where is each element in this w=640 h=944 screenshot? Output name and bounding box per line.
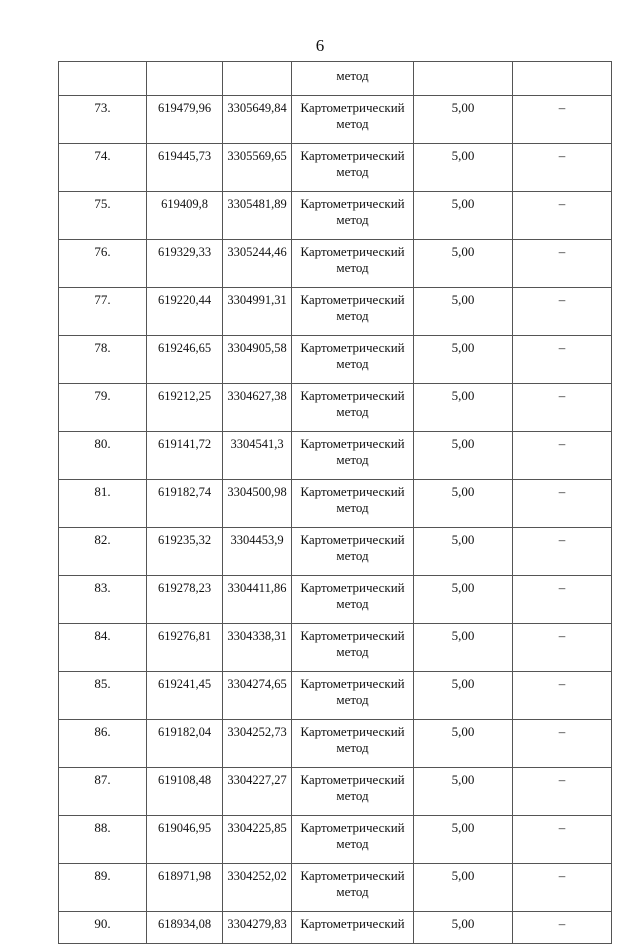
accuracy-value: 5,00 [414,384,513,432]
coordinate-y: 3304274,65 [223,672,292,720]
point-number: 74. [59,144,147,192]
coordinate-x: 618934,08 [147,912,223,944]
point-number: 77. [59,288,147,336]
table-row [59,720,612,768]
note-value: – [513,528,612,576]
coordinate-x: 619182,04 [147,720,223,768]
coordinate-x: 619241,45 [147,672,223,720]
method-line-1: Картометрический [300,676,405,691]
point-number: 87. [59,768,147,816]
method-line-2: метод [336,644,369,659]
note-value: – [513,240,612,288]
table-row [59,624,612,672]
coordinate-x: 619276,81 [147,624,223,672]
method-cell [292,768,414,816]
method-cell [292,288,414,336]
coordinate-x: 619445,73 [147,144,223,192]
coordinates-table [58,61,612,944]
table-row [59,240,612,288]
method-line-2: метод [336,884,369,899]
method-cell [292,432,414,480]
table-row [59,672,612,720]
coordinate-y: 3305481,89 [223,192,292,240]
accuracy-value: 5,00 [414,768,513,816]
method-cell [292,816,414,864]
note-value: – [513,480,612,528]
method-cell [292,720,414,768]
point-number: 73. [59,96,147,144]
table-row [59,288,612,336]
accuracy-value: 5,00 [414,240,513,288]
method-cell: метод [292,62,414,96]
table-row [59,336,612,384]
coordinate-y: 3304905,58 [223,336,292,384]
method-line-1: Картометрический [300,100,405,115]
note-value: – [513,288,612,336]
method-line-2: метод [336,452,369,467]
table-row [59,432,612,480]
coordinate-x: 619329,33 [147,240,223,288]
point-number: 88. [59,816,147,864]
coordinate-y: 3304225,85 [223,816,292,864]
method-line-1: Картометрический [300,340,405,355]
method-line-1: Картометрический [300,148,405,163]
method-line-2: метод [336,116,369,131]
point-number: 81. [59,480,147,528]
point-number: 76. [59,240,147,288]
page-number: 6 [315,36,325,55]
method-line-1: Картометрический [300,436,405,451]
method-line-1: Картометрический [300,628,405,643]
coordinate-x: 619046,95 [147,816,223,864]
accuracy-value: 5,00 [414,336,513,384]
method-cell [292,624,414,672]
cell-empty [223,62,292,96]
coordinate-y: 3304627,38 [223,384,292,432]
table-row [59,480,612,528]
method-line-2: метод [336,596,369,611]
coordinate-x: 619278,23 [147,576,223,624]
table-row [59,96,612,144]
coordinate-x: 619235,32 [147,528,223,576]
coordinate-y: 3305569,65 [223,144,292,192]
note-value: – [513,192,612,240]
method-line-2: метод [336,500,369,515]
point-number: 85. [59,672,147,720]
method-line-1: Картометрический [300,484,405,499]
method-line-1: Картометрический [300,580,405,595]
table-row [59,768,612,816]
method-cell [292,528,414,576]
method-cell [292,576,414,624]
accuracy-value: 5,00 [414,576,513,624]
table-row [59,864,612,912]
note-value: – [513,576,612,624]
method-cell [292,240,414,288]
coordinate-y: 3304541,3 [223,432,292,480]
table-row [59,528,612,576]
accuracy-value: 5,00 [414,288,513,336]
accuracy-value: 5,00 [414,912,513,944]
note-value: – [513,432,612,480]
accuracy-value: 5,00 [414,864,513,912]
coordinate-y: 3305244,46 [223,240,292,288]
method-line-2: метод [336,548,369,563]
note-value: – [513,912,612,944]
method-line-1: Картометрический [300,724,405,739]
coordinate-x: 619108,48 [147,768,223,816]
method-cell [292,144,414,192]
note-value: – [513,624,612,672]
coordinate-x: 619182,74 [147,480,223,528]
method-line-1: Картометрический [300,916,405,931]
coordinate-x: 619246,65 [147,336,223,384]
coordinate-x: 619141,72 [147,432,223,480]
method-cell [292,384,414,432]
coordinate-y: 3304411,86 [223,576,292,624]
method-line-2: метод [336,740,369,755]
table-row [59,576,612,624]
accuracy-value: 5,00 [414,672,513,720]
method-line-1: Картометрический [300,772,405,787]
table-row [59,816,612,864]
note-value: – [513,720,612,768]
method-line-1: Картометрический [300,820,405,835]
coordinate-x: 619212,25 [147,384,223,432]
coordinate-y: 3305649,84 [223,96,292,144]
point-number: 82. [59,528,147,576]
note-value: – [513,384,612,432]
coordinate-x: 619220,44 [147,288,223,336]
method-line-1: Картометрический [300,244,405,259]
accuracy-value: 5,00 [414,720,513,768]
point-number: 75. [59,192,147,240]
method-line-2: метод [336,836,369,851]
point-number: 80. [59,432,147,480]
note-value: – [513,864,612,912]
cell-empty [147,62,223,96]
method-line-2: метод [336,308,369,323]
method-cell [292,192,414,240]
coordinate-y: 3304279,83 [223,912,292,944]
point-number: 84. [59,624,147,672]
note-value: – [513,816,612,864]
method-cell [292,672,414,720]
method-line-1: Картометрический [300,388,405,403]
coordinate-y: 3304252,73 [223,720,292,768]
method-line-2: метод [336,356,369,371]
note-value: – [513,144,612,192]
accuracy-value: 5,00 [414,96,513,144]
note-value: – [513,96,612,144]
table-row [59,192,612,240]
point-number: 83. [59,576,147,624]
table-row [59,144,612,192]
accuracy-value: 5,00 [414,480,513,528]
accuracy-value: 5,00 [414,816,513,864]
accuracy-value: 5,00 [414,432,513,480]
method-line-2: метод [336,164,369,179]
method-line-1: Картометрический [300,292,405,307]
coordinate-y: 3304991,31 [223,288,292,336]
note-value: – [513,768,612,816]
method-line-2: метод [336,404,369,419]
coordinate-x: 618971,98 [147,864,223,912]
coordinate-y: 3304227,27 [223,768,292,816]
method-line-1: Картометрический [300,532,405,547]
accuracy-value: 5,00 [414,624,513,672]
continuation-row [59,62,612,96]
note-value: – [513,336,612,384]
accuracy-value: 5,00 [414,192,513,240]
method-cell [292,912,414,944]
coordinate-x: 619409,8 [147,192,223,240]
method-cell [292,96,414,144]
coordinate-y: 3304500,98 [223,480,292,528]
method-cell [292,336,414,384]
method-line-2: метод [336,788,369,803]
point-number: 86. [59,720,147,768]
method-line-1: Картометрический [300,196,405,211]
coordinate-x: 619479,96 [147,96,223,144]
method-cell [292,864,414,912]
coordinate-y: 3304453,9 [223,528,292,576]
table-row [59,384,612,432]
cell-empty [513,62,612,96]
note-value: – [513,672,612,720]
method-line-2: метод [336,260,369,275]
cell-empty [59,62,147,96]
point-number: 78. [59,336,147,384]
method-line-2: метод [336,692,369,707]
point-number: 89. [59,864,147,912]
accuracy-value: 5,00 [414,528,513,576]
table-row [59,912,612,944]
method-cell [292,480,414,528]
coordinate-y: 3304338,31 [223,624,292,672]
method-line-2: метод [336,212,369,227]
accuracy-value: 5,00 [414,144,513,192]
point-number: 79. [59,384,147,432]
point-number: 90. [59,912,147,944]
cell-empty [414,62,513,96]
coordinate-y: 3304252,02 [223,864,292,912]
method-line-1: Картометрический [300,868,405,883]
